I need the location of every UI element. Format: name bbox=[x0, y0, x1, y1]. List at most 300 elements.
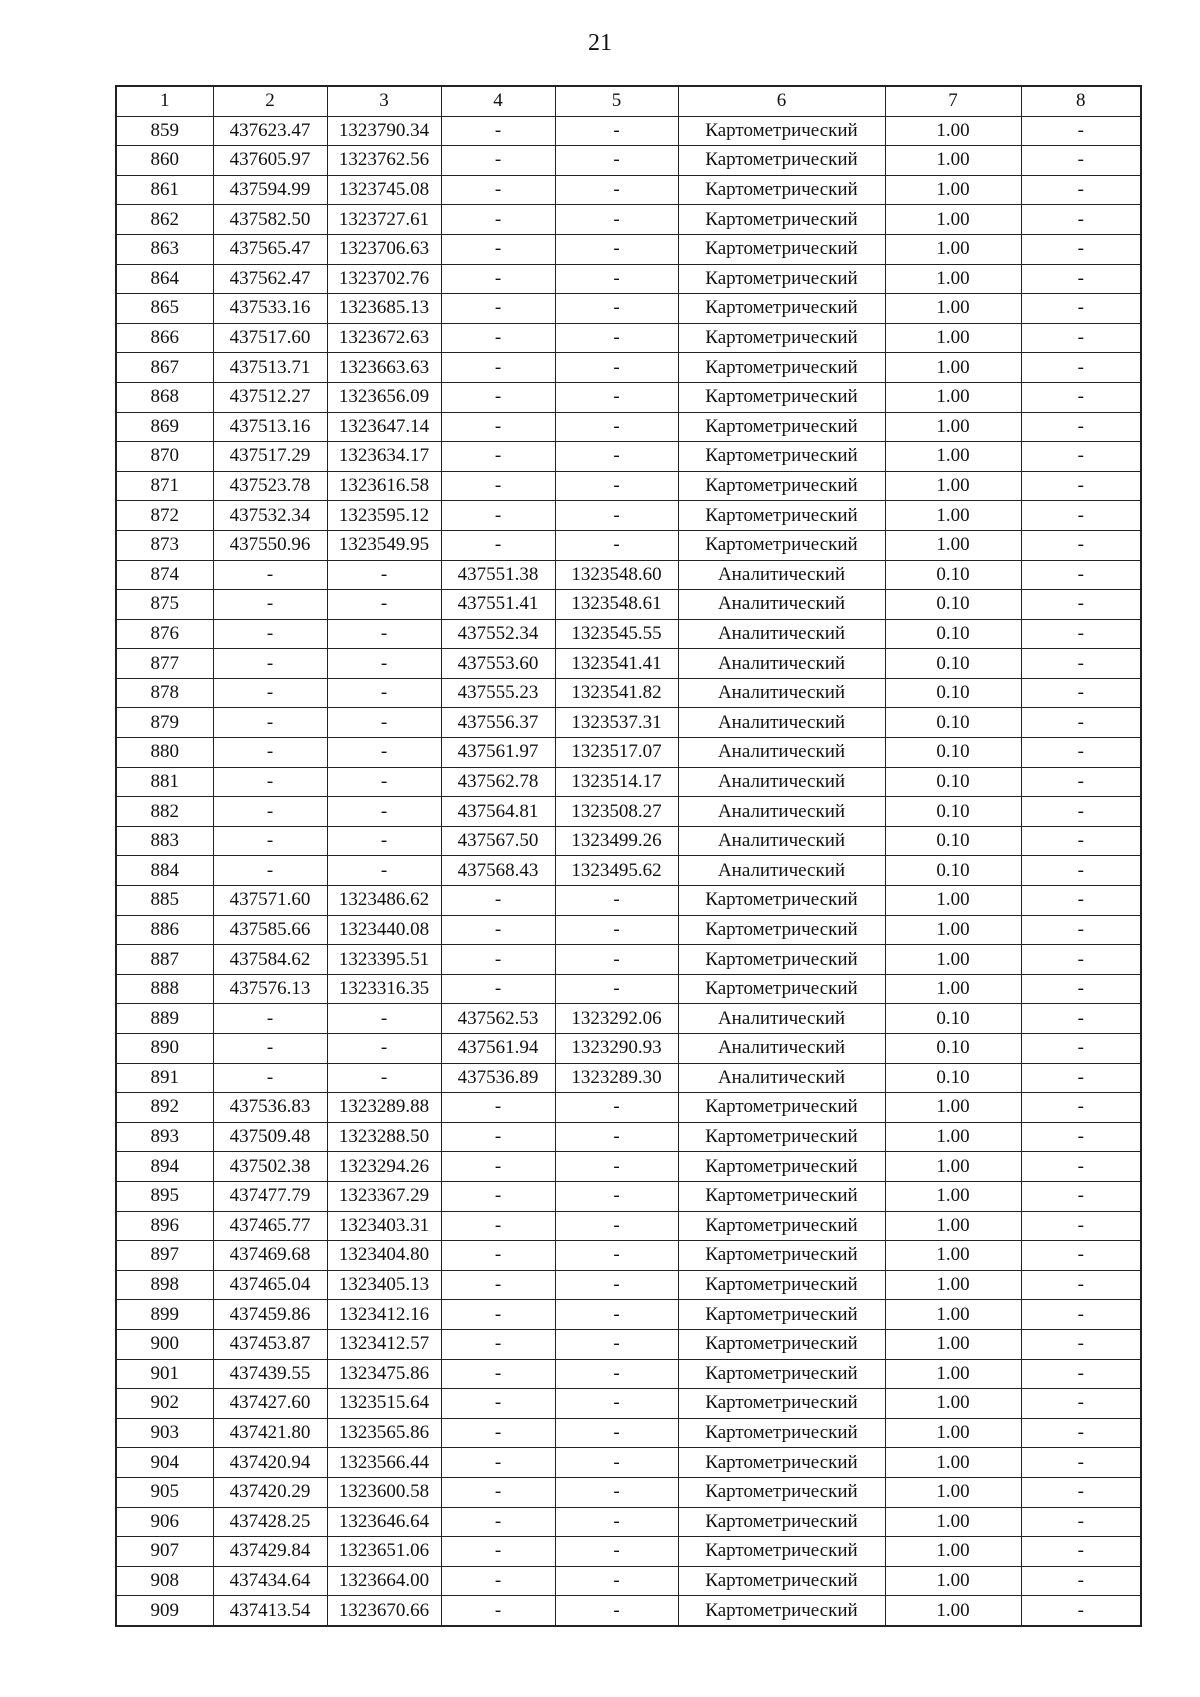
table-cell: 0.10 bbox=[885, 708, 1021, 738]
table-cell: 878 bbox=[116, 678, 213, 708]
table-cell: 1323595.12 bbox=[327, 501, 441, 531]
table-row bbox=[116, 1152, 1141, 1182]
table-cell: - bbox=[327, 767, 441, 797]
table-row bbox=[116, 619, 1141, 649]
table-cell: Картометрический bbox=[678, 1477, 885, 1507]
table-cell: 1323404.80 bbox=[327, 1241, 441, 1271]
table-cell: - bbox=[555, 175, 678, 205]
table-cell: 898 bbox=[116, 1270, 213, 1300]
table-cell: - bbox=[555, 412, 678, 442]
table-cell: 437465.04 bbox=[213, 1270, 327, 1300]
table-cell: - bbox=[213, 560, 327, 590]
table-cell: - bbox=[555, 1181, 678, 1211]
table-cell: - bbox=[1021, 1359, 1141, 1389]
table-cell: 886 bbox=[116, 915, 213, 945]
table-cell: 437623.47 bbox=[213, 116, 327, 146]
table-cell: 1323517.07 bbox=[555, 738, 678, 768]
table-cell: 437513.71 bbox=[213, 353, 327, 383]
table-cell: 437459.86 bbox=[213, 1300, 327, 1330]
table-cell: - bbox=[441, 1566, 555, 1596]
table-cell: Картометрический bbox=[678, 234, 885, 264]
table-cell: - bbox=[441, 945, 555, 975]
table-cell: 437584.62 bbox=[213, 945, 327, 975]
table-cell: - bbox=[555, 886, 678, 916]
table-cell: - bbox=[441, 915, 555, 945]
table-cell: 437594.99 bbox=[213, 175, 327, 205]
table-cell: 437429.84 bbox=[213, 1537, 327, 1567]
table-cell: 902 bbox=[116, 1389, 213, 1419]
table-cell: - bbox=[555, 442, 678, 472]
table-cell: 0.10 bbox=[885, 767, 1021, 797]
table-row bbox=[116, 1329, 1141, 1359]
table-cell: 890 bbox=[116, 1034, 213, 1064]
table-row bbox=[116, 501, 1141, 531]
table-cell: 909 bbox=[116, 1596, 213, 1626]
table-cell: Картометрический bbox=[678, 1359, 885, 1389]
table-cell: Картометрический bbox=[678, 1122, 885, 1152]
table-cell: 437420.29 bbox=[213, 1477, 327, 1507]
table-cell: - bbox=[441, 1122, 555, 1152]
table-cell: 1323395.51 bbox=[327, 945, 441, 975]
table-cell: 1323616.58 bbox=[327, 471, 441, 501]
table-cell: - bbox=[1021, 412, 1141, 442]
table-cell: - bbox=[555, 146, 678, 176]
table-cell: 1.00 bbox=[885, 530, 1021, 560]
table-cell: 1.00 bbox=[885, 234, 1021, 264]
table-cell: - bbox=[555, 323, 678, 353]
table-cell: 873 bbox=[116, 530, 213, 560]
table-cell: 880 bbox=[116, 738, 213, 768]
table-row bbox=[116, 234, 1141, 264]
coordinates-table bbox=[115, 85, 1142, 1627]
table-cell: Картометрический bbox=[678, 1093, 885, 1123]
table-cell: 861 bbox=[116, 175, 213, 205]
table-cell: 907 bbox=[116, 1537, 213, 1567]
table-cell: - bbox=[441, 264, 555, 294]
table-cell: - bbox=[213, 1034, 327, 1064]
table-cell: 1.00 bbox=[885, 1537, 1021, 1567]
table-row bbox=[116, 1063, 1141, 1093]
table-cell: 883 bbox=[116, 826, 213, 856]
table-cell: 869 bbox=[116, 412, 213, 442]
table-cell: Картометрический bbox=[678, 294, 885, 324]
table-cell: 0.10 bbox=[885, 649, 1021, 679]
table-cell: 903 bbox=[116, 1418, 213, 1448]
table-row bbox=[116, 945, 1141, 975]
table-cell: Картометрический bbox=[678, 1537, 885, 1567]
table-cell: - bbox=[441, 1507, 555, 1537]
table-cell: - bbox=[441, 501, 555, 531]
table-row bbox=[116, 175, 1141, 205]
table-cell: Картометрический bbox=[678, 945, 885, 975]
table-cell: - bbox=[1021, 1093, 1141, 1123]
table-cell: - bbox=[441, 442, 555, 472]
table-cell: - bbox=[441, 294, 555, 324]
header-cell: 1 bbox=[116, 86, 213, 116]
table-cell: - bbox=[555, 205, 678, 235]
table-cell: 1.00 bbox=[885, 1389, 1021, 1419]
table-cell: 1323514.17 bbox=[555, 767, 678, 797]
table-row bbox=[116, 1596, 1141, 1626]
table-cell: Аналитический bbox=[678, 738, 885, 768]
table-body bbox=[116, 116, 1141, 1626]
table-cell: - bbox=[213, 590, 327, 620]
table-cell: Картометрический bbox=[678, 915, 885, 945]
table-cell: - bbox=[555, 116, 678, 146]
table-cell: 1323670.66 bbox=[327, 1596, 441, 1626]
table-cell: 1.00 bbox=[885, 1418, 1021, 1448]
table-cell: 0.10 bbox=[885, 590, 1021, 620]
table-cell: 1323541.82 bbox=[555, 678, 678, 708]
table-cell: Аналитический bbox=[678, 767, 885, 797]
table-cell: Аналитический bbox=[678, 649, 885, 679]
table-cell: - bbox=[555, 353, 678, 383]
table-cell: 863 bbox=[116, 234, 213, 264]
table-cell: - bbox=[555, 1122, 678, 1152]
table-cell: - bbox=[1021, 708, 1141, 738]
table-cell: - bbox=[555, 1389, 678, 1419]
table-cell: 437502.38 bbox=[213, 1152, 327, 1182]
table-row bbox=[116, 1448, 1141, 1478]
table-cell: 1.00 bbox=[885, 1566, 1021, 1596]
table-row bbox=[116, 1093, 1141, 1123]
table-cell: - bbox=[327, 1034, 441, 1064]
table-cell: 896 bbox=[116, 1211, 213, 1241]
table-cell: Картометрический bbox=[678, 116, 885, 146]
table-cell: - bbox=[441, 1537, 555, 1567]
table-cell: 0.10 bbox=[885, 619, 1021, 649]
table-cell: 888 bbox=[116, 974, 213, 1004]
table-cell: 1323656.09 bbox=[327, 382, 441, 412]
table-row bbox=[116, 708, 1141, 738]
table-cell: Картометрический bbox=[678, 1418, 885, 1448]
table-cell: Аналитический bbox=[678, 1004, 885, 1034]
table-cell: - bbox=[441, 1241, 555, 1271]
table-cell: Картометрический bbox=[678, 264, 885, 294]
table-cell: 1323646.64 bbox=[327, 1507, 441, 1537]
header-cell: 6 bbox=[678, 86, 885, 116]
table-cell: - bbox=[1021, 116, 1141, 146]
table-cell: - bbox=[1021, 205, 1141, 235]
table-cell: 437421.80 bbox=[213, 1418, 327, 1448]
table-cell: 893 bbox=[116, 1122, 213, 1152]
table-row bbox=[116, 530, 1141, 560]
table-row bbox=[116, 205, 1141, 235]
table-cell: - bbox=[441, 886, 555, 916]
table-cell: 437427.60 bbox=[213, 1389, 327, 1419]
table-cell: 1323289.30 bbox=[555, 1063, 678, 1093]
table-cell: - bbox=[213, 678, 327, 708]
table-cell: - bbox=[327, 826, 441, 856]
table-cell: - bbox=[441, 175, 555, 205]
table-cell: 1.00 bbox=[885, 1241, 1021, 1271]
table-cell: 1.00 bbox=[885, 442, 1021, 472]
table-cell: - bbox=[555, 974, 678, 1004]
table-cell: Аналитический bbox=[678, 560, 885, 590]
table-cell: - bbox=[555, 1093, 678, 1123]
table-cell: 437562.78 bbox=[441, 767, 555, 797]
table-cell: - bbox=[441, 323, 555, 353]
table-row bbox=[116, 382, 1141, 412]
table-cell: - bbox=[1021, 1329, 1141, 1359]
table-cell: - bbox=[555, 264, 678, 294]
table-cell: 1323685.13 bbox=[327, 294, 441, 324]
table-cell: - bbox=[1021, 442, 1141, 472]
table-row bbox=[116, 116, 1141, 146]
table-cell: - bbox=[1021, 590, 1141, 620]
table-row bbox=[116, 442, 1141, 472]
table-cell: 1.00 bbox=[885, 1448, 1021, 1478]
table-cell: - bbox=[555, 1418, 678, 1448]
table-row bbox=[116, 767, 1141, 797]
table-cell: 868 bbox=[116, 382, 213, 412]
table-row bbox=[116, 974, 1141, 1004]
table-cell: - bbox=[1021, 649, 1141, 679]
table-cell: 1.00 bbox=[885, 1329, 1021, 1359]
table-cell: - bbox=[327, 678, 441, 708]
table-cell: - bbox=[441, 116, 555, 146]
header-cell: 4 bbox=[441, 86, 555, 116]
table-row bbox=[116, 797, 1141, 827]
table-cell: 1323762.56 bbox=[327, 146, 441, 176]
table-cell: 1323745.08 bbox=[327, 175, 441, 205]
table-row bbox=[116, 1359, 1141, 1389]
table-cell: - bbox=[441, 1093, 555, 1123]
table-cell: - bbox=[1021, 826, 1141, 856]
table-cell: - bbox=[441, 1389, 555, 1419]
table-cell: 1323440.08 bbox=[327, 915, 441, 945]
header-row bbox=[116, 86, 1141, 116]
table-cell: Картометрический bbox=[678, 530, 885, 560]
table-cell: 884 bbox=[116, 856, 213, 886]
table-cell: - bbox=[213, 856, 327, 886]
table-cell: 1.00 bbox=[885, 323, 1021, 353]
table-cell: 437509.48 bbox=[213, 1122, 327, 1152]
table-cell: 0.10 bbox=[885, 1034, 1021, 1064]
table-cell: 437523.78 bbox=[213, 471, 327, 501]
table-cell: - bbox=[1021, 678, 1141, 708]
table-row bbox=[116, 1034, 1141, 1064]
table-cell: - bbox=[1021, 1270, 1141, 1300]
table-cell: 1.00 bbox=[885, 974, 1021, 1004]
table-cell: 1323367.29 bbox=[327, 1181, 441, 1211]
table-cell: 1323545.55 bbox=[555, 619, 678, 649]
table-cell: - bbox=[1021, 353, 1141, 383]
table-cell: Картометрический bbox=[678, 1152, 885, 1182]
table-cell: 1.00 bbox=[885, 353, 1021, 383]
table-cell: 1323541.41 bbox=[555, 649, 678, 679]
table-cell: - bbox=[1021, 974, 1141, 1004]
table-cell: 0.10 bbox=[885, 1004, 1021, 1034]
table-row bbox=[116, 1004, 1141, 1034]
table-row bbox=[116, 1477, 1141, 1507]
table-cell: 876 bbox=[116, 619, 213, 649]
table-cell: 437477.79 bbox=[213, 1181, 327, 1211]
table-cell: 1323600.58 bbox=[327, 1477, 441, 1507]
table-cell: - bbox=[555, 1211, 678, 1241]
table-cell: 437561.97 bbox=[441, 738, 555, 768]
table-cell: Аналитический bbox=[678, 678, 885, 708]
table-cell: 1323663.63 bbox=[327, 353, 441, 383]
table-cell: 885 bbox=[116, 886, 213, 916]
table-cell: 1323289.88 bbox=[327, 1093, 441, 1123]
table-row bbox=[116, 1181, 1141, 1211]
table-cell: 1.00 bbox=[885, 1152, 1021, 1182]
table-cell: - bbox=[213, 1063, 327, 1093]
table-cell: - bbox=[555, 915, 678, 945]
table-cell: Картометрический bbox=[678, 175, 885, 205]
table-cell: - bbox=[213, 619, 327, 649]
table-cell: - bbox=[1021, 264, 1141, 294]
table-cell: - bbox=[555, 234, 678, 264]
table-row bbox=[116, 1241, 1141, 1271]
table-cell: Картометрический bbox=[678, 1211, 885, 1241]
table-cell: Картометрический bbox=[678, 974, 885, 1004]
table-row bbox=[116, 294, 1141, 324]
table-cell: - bbox=[1021, 234, 1141, 264]
table-cell: - bbox=[555, 1477, 678, 1507]
table-cell: 1323566.44 bbox=[327, 1448, 441, 1478]
table-cell: 1.00 bbox=[885, 205, 1021, 235]
table-cell: 1323475.86 bbox=[327, 1359, 441, 1389]
table-cell: - bbox=[441, 412, 555, 442]
table-cell: 1323727.61 bbox=[327, 205, 441, 235]
table-cell: 1323515.64 bbox=[327, 1389, 441, 1419]
table-cell: - bbox=[1021, 294, 1141, 324]
table-cell: 1.00 bbox=[885, 264, 1021, 294]
table-cell: 1323292.06 bbox=[555, 1004, 678, 1034]
table-cell: 437517.29 bbox=[213, 442, 327, 472]
table-cell: - bbox=[555, 945, 678, 975]
table-cell: Картометрический bbox=[678, 886, 885, 916]
table-cell: 0.10 bbox=[885, 678, 1021, 708]
table-cell: Картометрический bbox=[678, 323, 885, 353]
table-cell: 1323290.93 bbox=[555, 1034, 678, 1064]
table-cell: Картометрический bbox=[678, 442, 885, 472]
table-cell: Аналитический bbox=[678, 826, 885, 856]
table-cell: 897 bbox=[116, 1241, 213, 1271]
table-cell: - bbox=[441, 1448, 555, 1478]
table-cell: 1.00 bbox=[885, 1359, 1021, 1389]
table-cell: 1323790.34 bbox=[327, 116, 441, 146]
table-cell: - bbox=[555, 471, 678, 501]
table-cell: Картометрический bbox=[678, 1270, 885, 1300]
table-cell: - bbox=[555, 1507, 678, 1537]
table-cell: 892 bbox=[116, 1093, 213, 1123]
table-cell: Картометрический bbox=[678, 382, 885, 412]
table-cell: 881 bbox=[116, 767, 213, 797]
table-cell: - bbox=[213, 738, 327, 768]
table-row bbox=[116, 678, 1141, 708]
table-row bbox=[116, 264, 1141, 294]
table-row bbox=[116, 1389, 1141, 1419]
table-cell: Картометрический bbox=[678, 1389, 885, 1419]
table-row bbox=[116, 1270, 1141, 1300]
table-cell: - bbox=[555, 1537, 678, 1567]
table-cell: 1323316.35 bbox=[327, 974, 441, 1004]
table-cell: 874 bbox=[116, 560, 213, 590]
table-row bbox=[116, 649, 1141, 679]
table-cell: 1323403.31 bbox=[327, 1211, 441, 1241]
table-cell: Аналитический bbox=[678, 856, 885, 886]
table-cell: - bbox=[327, 856, 441, 886]
table-cell: 1.00 bbox=[885, 175, 1021, 205]
table-cell: 437576.13 bbox=[213, 974, 327, 1004]
page-number: 21 bbox=[588, 30, 612, 56]
table-cell: 1323288.50 bbox=[327, 1122, 441, 1152]
table-cell: 437556.37 bbox=[441, 708, 555, 738]
table-row bbox=[116, 412, 1141, 442]
table-cell: 865 bbox=[116, 294, 213, 324]
table-row bbox=[116, 146, 1141, 176]
table-cell: Аналитический bbox=[678, 619, 885, 649]
table-cell: Картометрический bbox=[678, 1507, 885, 1537]
table-cell: - bbox=[327, 649, 441, 679]
table-cell: 859 bbox=[116, 116, 213, 146]
table-cell: - bbox=[555, 382, 678, 412]
table-cell: - bbox=[1021, 1300, 1141, 1330]
table-cell: 866 bbox=[116, 323, 213, 353]
table-cell: Картометрический bbox=[678, 1448, 885, 1478]
header-cell: 7 bbox=[885, 86, 1021, 116]
table-cell: - bbox=[1021, 1034, 1141, 1064]
table-cell: 1.00 bbox=[885, 116, 1021, 146]
table-cell: 0.10 bbox=[885, 738, 1021, 768]
table-cell: - bbox=[213, 649, 327, 679]
table-cell: 1323412.16 bbox=[327, 1300, 441, 1330]
table-cell: Картометрический bbox=[678, 146, 885, 176]
table-row bbox=[116, 856, 1141, 886]
table-cell: 1.00 bbox=[885, 412, 1021, 442]
table-cell: - bbox=[441, 1181, 555, 1211]
table-cell: 0.10 bbox=[885, 560, 1021, 590]
table-cell: 906 bbox=[116, 1507, 213, 1537]
table-cell: - bbox=[1021, 738, 1141, 768]
table-cell: - bbox=[1021, 1152, 1141, 1182]
table-cell: 1.00 bbox=[885, 1093, 1021, 1123]
table-cell: 437434.64 bbox=[213, 1566, 327, 1596]
table-cell: 894 bbox=[116, 1152, 213, 1182]
table-cell: - bbox=[441, 530, 555, 560]
table-cell: 867 bbox=[116, 353, 213, 383]
table-cell: Аналитический bbox=[678, 708, 885, 738]
table-cell: - bbox=[555, 1152, 678, 1182]
table-cell: 1.00 bbox=[885, 1477, 1021, 1507]
table-cell: - bbox=[441, 974, 555, 1004]
table-cell: - bbox=[555, 1448, 678, 1478]
table-cell: - bbox=[213, 767, 327, 797]
table-cell: - bbox=[327, 1004, 441, 1034]
table-cell: 437517.60 bbox=[213, 323, 327, 353]
table-row bbox=[116, 915, 1141, 945]
table-cell: 1.00 bbox=[885, 1300, 1021, 1330]
table-cell: - bbox=[1021, 530, 1141, 560]
table-cell: - bbox=[327, 738, 441, 768]
table-cell: - bbox=[1021, 323, 1141, 353]
table-row bbox=[116, 1418, 1141, 1448]
table-cell: 1323495.62 bbox=[555, 856, 678, 886]
table-cell: - bbox=[441, 1418, 555, 1448]
table-cell: Картометрический bbox=[678, 1241, 885, 1271]
table-cell: - bbox=[1021, 619, 1141, 649]
table-cell: 437582.50 bbox=[213, 205, 327, 235]
table-cell: - bbox=[441, 471, 555, 501]
table-cell: 1.00 bbox=[885, 1270, 1021, 1300]
table-cell: 437564.81 bbox=[441, 797, 555, 827]
table-cell: 1323651.06 bbox=[327, 1537, 441, 1567]
table-cell: 437571.60 bbox=[213, 886, 327, 916]
table-cell: Картометрический bbox=[678, 1596, 885, 1626]
